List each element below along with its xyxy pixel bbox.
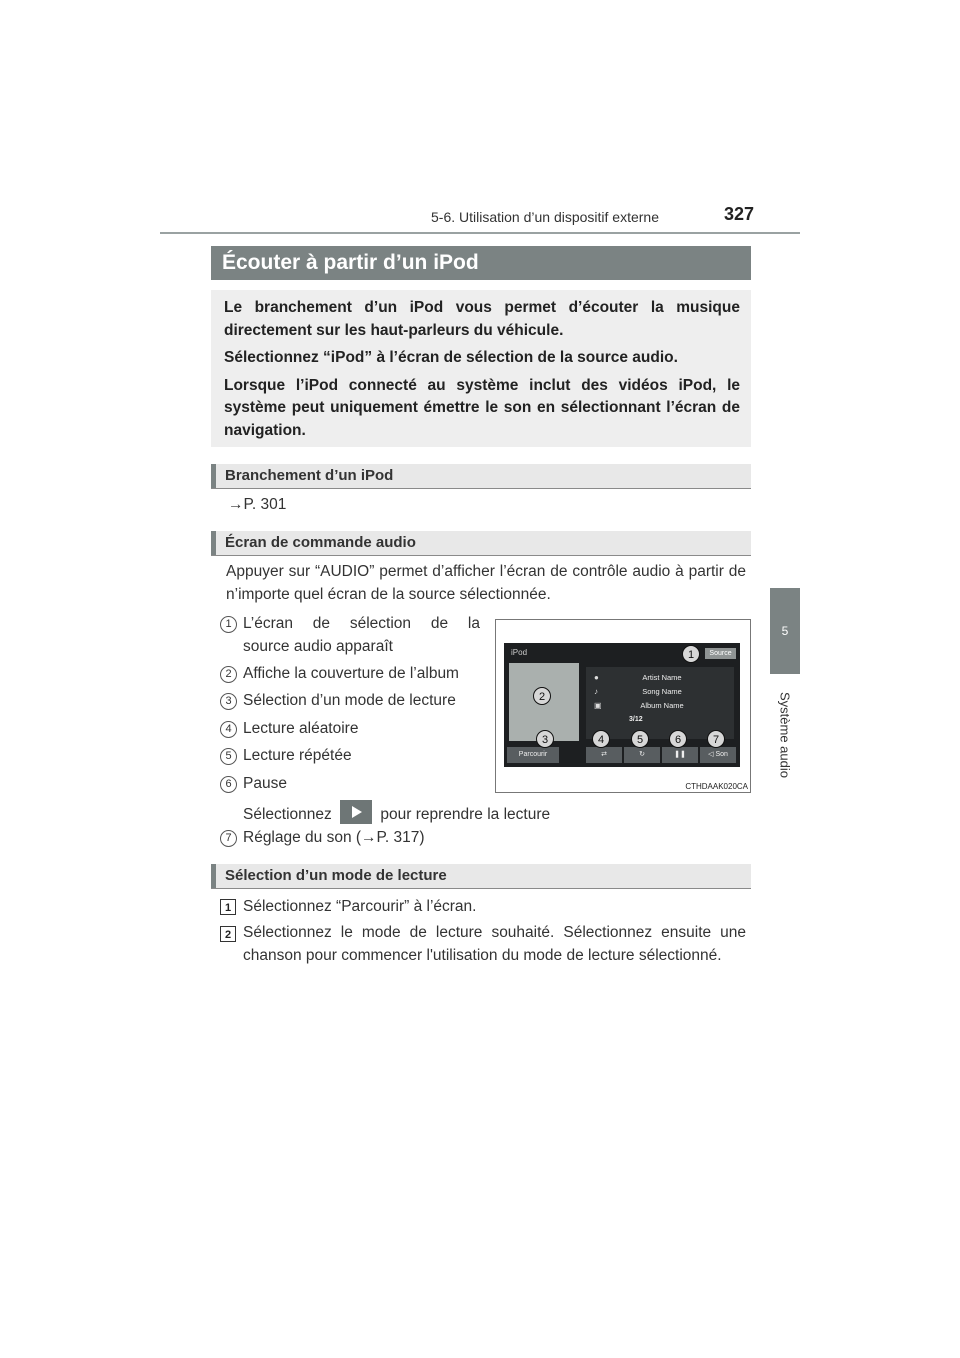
- figure-code: CTHDAAK020CA: [685, 782, 748, 791]
- chapter-label: [760, 680, 810, 790]
- music-note-icon: ♪: [594, 687, 598, 696]
- song-name: Song Name: [642, 687, 682, 696]
- section-description: Appuyer sur “AUDIO” permet d’afficher l’écran de contrôle audio à partir de n’importe quel écran de la source sélectionnée.: [226, 563, 746, 603]
- track-info-panel: [586, 667, 734, 739]
- list-item-text: Pause: [243, 775, 287, 792]
- intro-paragraph: Le branchement d’un iPod vous permet d’écouter la musique directement sur les haut-parleurs du véhicule.: [224, 299, 740, 339]
- header-section-title: 5-6. Utilisation d’un dispositif externe: [431, 209, 660, 225]
- person-icon: ●: [594, 673, 599, 682]
- callout-marker: 7: [707, 730, 725, 748]
- list-item-text: Lecture aléatoire: [243, 720, 359, 737]
- section-heading-text: Sélection d’un mode de lecture: [225, 867, 447, 884]
- list-item-text: source audio apparaît: [243, 638, 393, 655]
- callout-marker: 5: [631, 730, 649, 748]
- pause-icon: ❚❚: [674, 751, 686, 758]
- page-reference: →P. 301: [228, 496, 287, 513]
- disc-icon: ▣: [594, 701, 602, 710]
- list-number: 7: [220, 830, 237, 847]
- pause-subtext-before: Sélectionnez: [243, 806, 332, 823]
- callout-marker: 4: [592, 730, 610, 748]
- pause-subtext-after: pour reprendre la lecture: [380, 806, 551, 823]
- album-row: [586, 699, 734, 713]
- track-counter: 3/12: [629, 716, 643, 723]
- section-heading-ecran: [211, 531, 751, 556]
- step-text: Sélectionnez “Parcourir” à l’écran.: [243, 898, 477, 915]
- section-heading-text: Branchement d’un iPod: [225, 467, 394, 484]
- song-row: [586, 685, 734, 699]
- screen-source-label: iPod: [511, 648, 528, 657]
- list-number: 4: [220, 721, 237, 738]
- heading-accent-bar: [211, 464, 216, 488]
- intro-paragraph: Sélectionnez “iPod” à l’écran de sélection de la source audio.: [224, 349, 678, 366]
- control-bar: [507, 747, 737, 764]
- repeat-icon: ↻: [639, 751, 645, 758]
- intro-paragraph: Lorsque l’iPod connecté au système inclut des vidéos iPod, le système peut uniquement émettre le son en sélectionnant l’écran de navigation.: [224, 376, 740, 439]
- list-item-text: L’écran de sélection de la: [243, 615, 480, 632]
- intro-box: [211, 290, 751, 447]
- callout-marker: 2: [533, 687, 551, 705]
- play-icon: [340, 800, 372, 824]
- callout-marker: 1: [682, 645, 700, 663]
- heading-accent-bar: [211, 864, 216, 888]
- list-item-text: Réglage du son (→P. 317): [243, 829, 425, 846]
- list-number: 6: [220, 776, 237, 793]
- list-item-text: Affiche la couverture de l’album: [243, 665, 459, 682]
- browse-button[interactable]: Parcourir: [507, 747, 559, 763]
- shuffle-button[interactable]: [586, 747, 622, 763]
- step-number: 2: [220, 926, 236, 942]
- header-divider: [160, 232, 800, 234]
- shuffle-icon: ⇄: [601, 751, 607, 758]
- list-number: 2: [220, 666, 237, 683]
- source-button[interactable]: Source: [705, 648, 736, 659]
- callout-marker: 6: [669, 730, 687, 748]
- audio-screen: [504, 643, 740, 767]
- chapter-label-text: Système audio: [777, 692, 793, 778]
- sound-button-label: Son: [715, 751, 728, 758]
- callout-marker: 3: [536, 730, 554, 748]
- list-item-text: Lecture répétée: [243, 747, 352, 764]
- step-number: 1: [220, 899, 236, 915]
- list-number: 3: [220, 693, 237, 710]
- section-heading-selection: [211, 864, 751, 889]
- artist-name: Artist Name: [642, 673, 682, 682]
- album-name: Album Name: [640, 701, 684, 710]
- repeat-button[interactable]: [624, 747, 660, 763]
- page-number: 327: [724, 204, 755, 224]
- page-title: Écouter à partir d’un iPod: [211, 246, 751, 280]
- sound-button[interactable]: [700, 747, 736, 763]
- list-number: 1: [220, 616, 237, 633]
- speaker-icon: ◁: [708, 751, 714, 758]
- chapter-tab: 5: [770, 588, 800, 674]
- audio-screen-figure: [495, 619, 751, 793]
- pause-subtext: [243, 800, 550, 827]
- step-text: Sélectionnez le mode de lecture souhaité. Sélectionnez ensuite une chanson pour commencer l'utilisation du mode de lecture sélectionné.: [243, 924, 746, 964]
- section-heading-text: Écran de commande audio: [225, 534, 416, 551]
- list-number: 5: [220, 748, 237, 765]
- section-heading-branchement: [211, 464, 751, 489]
- pause-button[interactable]: [662, 747, 698, 763]
- heading-accent-bar: [211, 531, 216, 555]
- artist-row: [586, 671, 734, 685]
- list-item-text: Sélection d’un mode de lecture: [243, 692, 456, 709]
